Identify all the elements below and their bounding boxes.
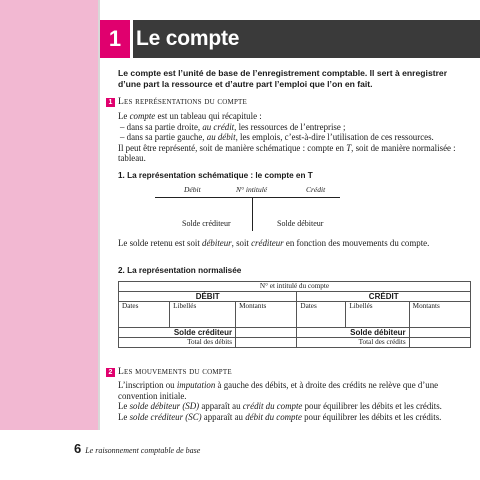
p-representation: Il peut être représenté, soit de manière schématique : compte en T, soit de manière normalisée : tableau. xyxy=(118,142,456,164)
table-row xyxy=(119,302,471,328)
col-dates: Dates xyxy=(297,302,346,328)
chapter-title: Le compte xyxy=(136,27,240,50)
table-cell xyxy=(409,338,470,348)
col-montants: Montants xyxy=(409,302,470,328)
page-number: 6 xyxy=(74,441,82,456)
col-libelles: Libellés xyxy=(170,302,236,328)
margin-divider xyxy=(98,0,100,430)
intro-paragraph: Le compte est l’unité de base de l’enregistrement comptable. Il sert à enregistrer d’une part la ressource et d’autre part l’emploi que l’on en fait. xyxy=(118,68,448,89)
section-2-heading xyxy=(106,366,232,378)
p-imputation: L’inscription ou imputation à gauche des débits, et à droite des crédits ne relève que d’une convention initiale. xyxy=(118,380,439,401)
table-row xyxy=(119,328,471,338)
p-solde-debiteur: Le solde débiteur (SD) apparaît au crédit du compte pour équilibrer les débits et les crédits. xyxy=(118,401,442,412)
p-solde-retenu: Le solde retenu est soit débiteur, soit créditeur en fonction des mouvements du compte. xyxy=(118,238,430,248)
t-debit-label: Débit xyxy=(184,185,201,194)
section-1-number: 1 xyxy=(106,98,115,107)
section-1-body xyxy=(118,111,468,164)
t-account-top-line xyxy=(155,197,340,198)
t-solde-debiteur: Solde débiteur xyxy=(277,219,324,228)
chapter-number: 1 xyxy=(100,20,130,58)
table-debit-header: DÉBIT xyxy=(119,292,297,302)
footer-title: Le raisonnement comptable de base xyxy=(85,446,201,455)
table-credit-header: CRÉDIT xyxy=(297,292,471,302)
section-2-title: Les mouvements du compte xyxy=(118,367,232,377)
table-row xyxy=(119,338,471,348)
p-solde-crediteur: Le solde créditeur (SC) apparaît au débit du compte pour équilibrer les débits et les crédits. xyxy=(118,411,442,422)
col-montants: Montants xyxy=(236,302,297,328)
section-1-title: Les représentations du compte xyxy=(118,97,248,107)
t-solde-crediteur: Solde créditeur xyxy=(182,219,231,228)
col-libelles: Libellés xyxy=(346,302,409,328)
table-total-debits: Total des débits xyxy=(119,338,236,348)
col-dates: Dates xyxy=(119,302,170,328)
t-account-label: N° intitulé xyxy=(236,185,268,194)
t-account-vertical-line xyxy=(252,197,253,231)
table-solde-crediteur: Solde créditeur xyxy=(119,328,236,338)
table-header: N° et intitulé du compte xyxy=(119,282,471,292)
list-item-credit: – dans sa partie droite, au crédit, les ressources de l’entreprise ; xyxy=(120,121,346,132)
subheading-normalized: 2. La représentation normalisée xyxy=(118,266,242,275)
normalized-account-table xyxy=(118,281,471,348)
subheading-schematic: 1. La représentation schématique : le compte en T xyxy=(118,171,313,180)
table-row xyxy=(119,292,471,302)
table-total-credits: Total des crédits xyxy=(297,338,409,348)
table-solde-debiteur: Solde débiteur xyxy=(297,328,409,338)
table-cell xyxy=(409,328,470,338)
margin-sidebar xyxy=(0,0,98,430)
t-credit-label: Crédit xyxy=(306,185,326,194)
table-cell xyxy=(236,328,297,338)
section-2-number: 2 xyxy=(106,368,115,377)
list-item-debit: – dans sa partie gauche, au débit, les emplois, c’est-à-dire l’utilisation de ces ressources. xyxy=(120,132,434,143)
page-footer xyxy=(74,441,200,456)
section-2-body xyxy=(118,380,468,422)
table-row xyxy=(119,282,471,292)
table-cell xyxy=(236,338,297,348)
p-compte-def: Le compte est un tableau qui récapitule : xyxy=(118,111,262,121)
section-1-heading xyxy=(106,96,247,108)
